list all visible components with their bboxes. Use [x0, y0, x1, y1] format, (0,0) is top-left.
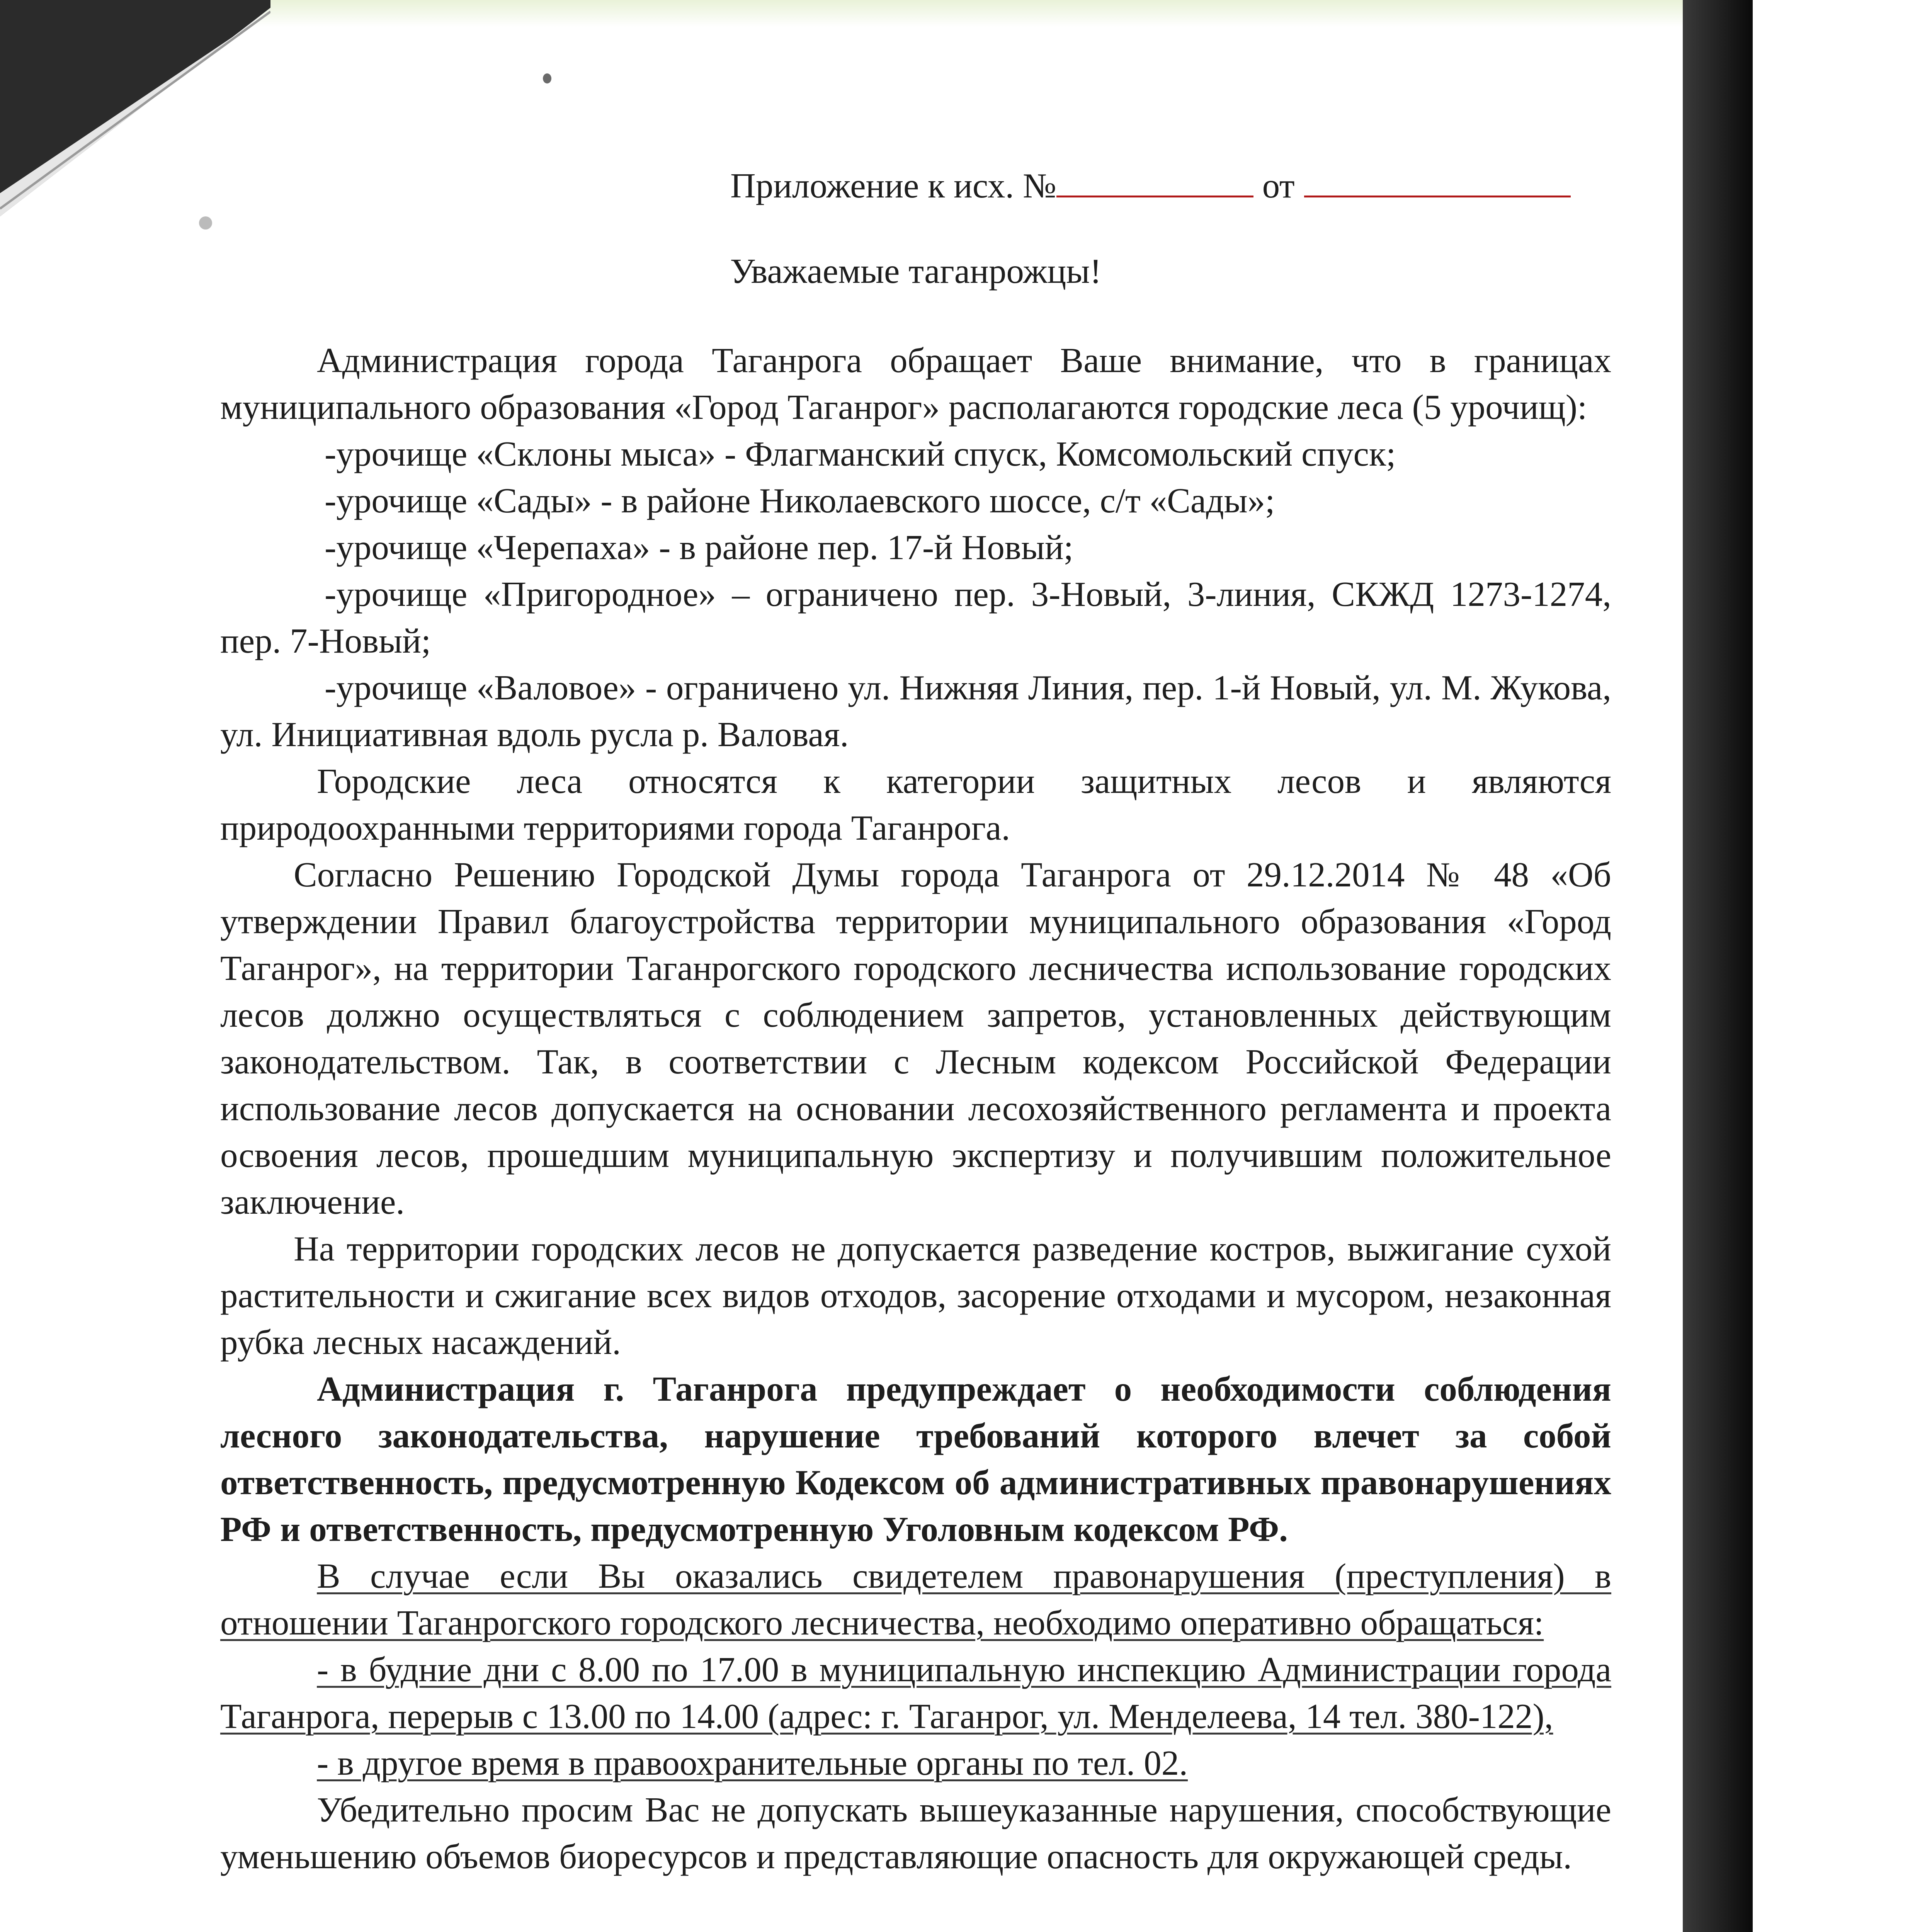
document-date-blank	[1304, 162, 1571, 197]
decision-paragraph: Согласно Решению Городской Думы города Таганрога от 29.12.2014 № 48 «Об утверждении Правил благоустройства территории муниципального образования «Город Таганрог», на территории Таганрогского городского лесничества использование городских лесов должно осуществляться с соблюдением запретов, установленных действующим законодательством. Так, в соответствии с Лесным кодексом Российской Федерации использование лесов допускается на основании лесохозяйственного регламента и проекта освоения лесов, прошедшим муниципальную экспертизу и получившим положительное заключение.	[220, 855, 1611, 1221]
witness-paragraph: В случае если Вы оказались свидетелем правонарушения (преступления) в отношении Таганрогского городского лесничества, необходимо оперативно обращаться:	[220, 1556, 1611, 1642]
prohibitions-paragraph: На территории городских лесов не допускается разведение костров, выжигание сухой растительности и сжигание всех видов отходов, засорение отходами и мусором, незаконная рубка лесных насаждений.	[220, 1229, 1611, 1362]
greeting: Уважаемые таганрожцы!	[730, 252, 1102, 291]
warning-paragraph: Администрация г. Таганрога предупреждает о необходимости соблюдения лесного законодательства, нарушение требований которого влечет за собой ответственность, предусмотренную Кодексом об административных правонарушениях РФ и ответственность, предусмотренную Уголовным кодексом РФ.	[220, 1369, 1611, 1549]
document-number-blank	[1056, 162, 1253, 197]
forest-item-5: -урочище «Валовое» - ограничено ул. Нижняя Линия, пер. 1-й Новый, ул. М. Жукова, ул. Инициативная вдоль русла р. Валовая.	[220, 668, 1611, 754]
scan-edge-shadow	[1683, 0, 1753, 1932]
letter-body	[220, 162, 1611, 1880]
forest-item-3: -урочище «Черепаха» - в районе пер. 17-й Новый;	[325, 528, 1073, 567]
intro-paragraph: Администрация города Таганрога обращает Ваше внимание, что в границах муниципального образования «Город Таганрог» располагаются городские леса (5 урочищ):	[220, 341, 1611, 427]
forest-item-4: -урочище «Пригородное» – ограничено пер. 3-Новый, 3-линия, СКЖД 1273-1274, пер. 7-Новый;	[220, 575, 1611, 660]
scan-speck	[543, 73, 551, 83]
closing-paragraph: Убедительно просим Вас не допускать вышеуказанные нарушения, способствующие уменьшению объемов биоресурсов и представляющие опасность для окружающей среды.	[220, 1790, 1611, 1876]
forest-item-2: -урочище «Сады» - в районе Николаевского шоссе, с/т «Сады»;	[325, 481, 1275, 520]
scan-margin	[1753, 0, 1932, 1932]
other-time-contact-paragraph: - в другое время в правоохранительные органы по тел. 02.	[317, 1743, 1188, 1782]
date-label: от	[1262, 166, 1295, 205]
appendix-reference	[730, 162, 1611, 209]
scan-speck	[199, 216, 212, 230]
weekday-contact-paragraph: - в будние дни с 8.00 по 17.00 в муниципальную инспекцию Администрации города Таганрога, перерыв с 13.00 по 14.00 (адрес: г. Таганрог, ул. Менделеева, 14 тел. 380-122),	[220, 1650, 1611, 1736]
appendix-prefix: Приложение к исх. №	[730, 166, 1056, 205]
category-paragraph: Городские леса относятся к категории защитных лесов и являются природоохранными территориями города Таганрога.	[220, 762, 1611, 847]
forest-item-1: -урочище «Склоны мыса» - Флагманский спуск, Комсомольский спуск;	[325, 434, 1396, 473]
